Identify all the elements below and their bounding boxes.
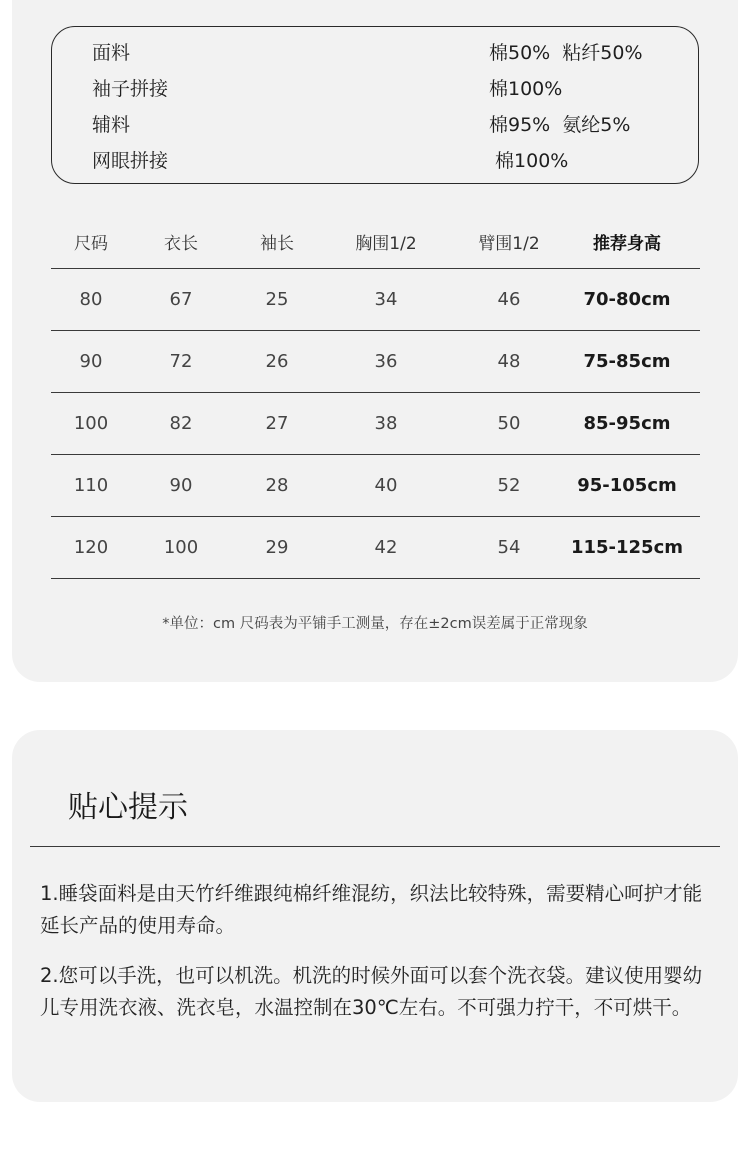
fabric-composition-box (51, 26, 699, 184)
table-cell: 72 (169, 351, 193, 372)
table-cell: 120 (73, 537, 109, 558)
table-cell: 29 (265, 537, 289, 558)
fabric-value: 棉50% 粘纤50% (489, 42, 643, 64)
fabric-label: 网眼拼接 (92, 150, 169, 172)
table-cell: 67 (169, 289, 193, 310)
table-cell: 34 (374, 289, 398, 310)
table-row (51, 455, 700, 517)
fabric-value: 棉95% 氨纶5% (489, 114, 631, 136)
table-cell: 82 (169, 413, 193, 434)
tips-title: 贴心提示 (68, 790, 188, 825)
table-cell: 70-80cm (583, 289, 671, 310)
table-cell: 110 (73, 475, 109, 496)
tips-card (12, 730, 738, 1102)
table-cell: 36 (374, 351, 398, 372)
size-table (51, 224, 700, 579)
table-cell: 90 (79, 351, 103, 372)
header-height: 推荐身高 (593, 234, 661, 254)
tip-item: 1.睡袋面料是由天竹纤维跟纯棉纤维混纺，织法比较特殊，需要精心呵护才能延长产品的使用寿命。 (40, 882, 703, 937)
table-cell: 27 (265, 413, 289, 434)
table-cell: 52 (497, 475, 521, 496)
table-cell: 38 (374, 413, 398, 434)
table-cell: 95-105cm (577, 475, 677, 496)
table-cell: 54 (497, 537, 521, 558)
table-cell: 48 (497, 351, 521, 372)
table-cell: 40 (374, 475, 398, 496)
table-cell: 80 (79, 289, 103, 310)
fabric-row (52, 74, 698, 104)
tip-item: 2.您可以手洗，也可以机洗。机洗的时候外面可以套个洗衣袋。建议使用婴幼儿专用洗衣液、洗衣皂，水温控制在30℃左右。不可强力拧干，不可烘干。 (40, 964, 703, 1019)
fabric-value: 棉100% (489, 78, 563, 100)
fabric-row (52, 146, 698, 176)
table-row (51, 517, 700, 579)
fabric-label: 袖子拼接 (92, 78, 169, 100)
fabric-row (52, 110, 698, 140)
table-row (51, 331, 700, 393)
table-cell: 46 (497, 289, 521, 310)
header-length: 衣长 (164, 234, 198, 254)
table-cell: 28 (265, 475, 289, 496)
fabric-label: 面料 (92, 42, 131, 64)
size-table-header (51, 224, 700, 269)
table-row (51, 269, 700, 331)
table-row (51, 393, 700, 455)
table-cell: 25 (265, 289, 289, 310)
table-cell: 100 (73, 413, 109, 434)
header-sleeve: 袖长 (260, 234, 294, 254)
fabric-value: 棉100% (489, 150, 569, 172)
tips-divider (30, 846, 720, 847)
table-cell: 75-85cm (583, 351, 671, 372)
table-cell: 115-125cm (570, 537, 684, 558)
measurement-note: *单位：cm 尺码表为平铺手工测量，存在±2cm误差属于正常现象 (162, 616, 588, 632)
header-arm: 臂围1/2 (478, 234, 540, 254)
table-cell: 85-95cm (583, 413, 671, 434)
table-cell: 42 (374, 537, 398, 558)
header-size: 尺码 (74, 234, 108, 254)
table-cell: 26 (265, 351, 289, 372)
table-cell: 90 (169, 475, 193, 496)
fabric-label: 辅料 (92, 114, 131, 136)
header-chest: 胸围1/2 (355, 234, 417, 254)
table-cell: 50 (497, 413, 521, 434)
fabric-row (52, 38, 698, 68)
table-cell: 100 (163, 537, 199, 558)
